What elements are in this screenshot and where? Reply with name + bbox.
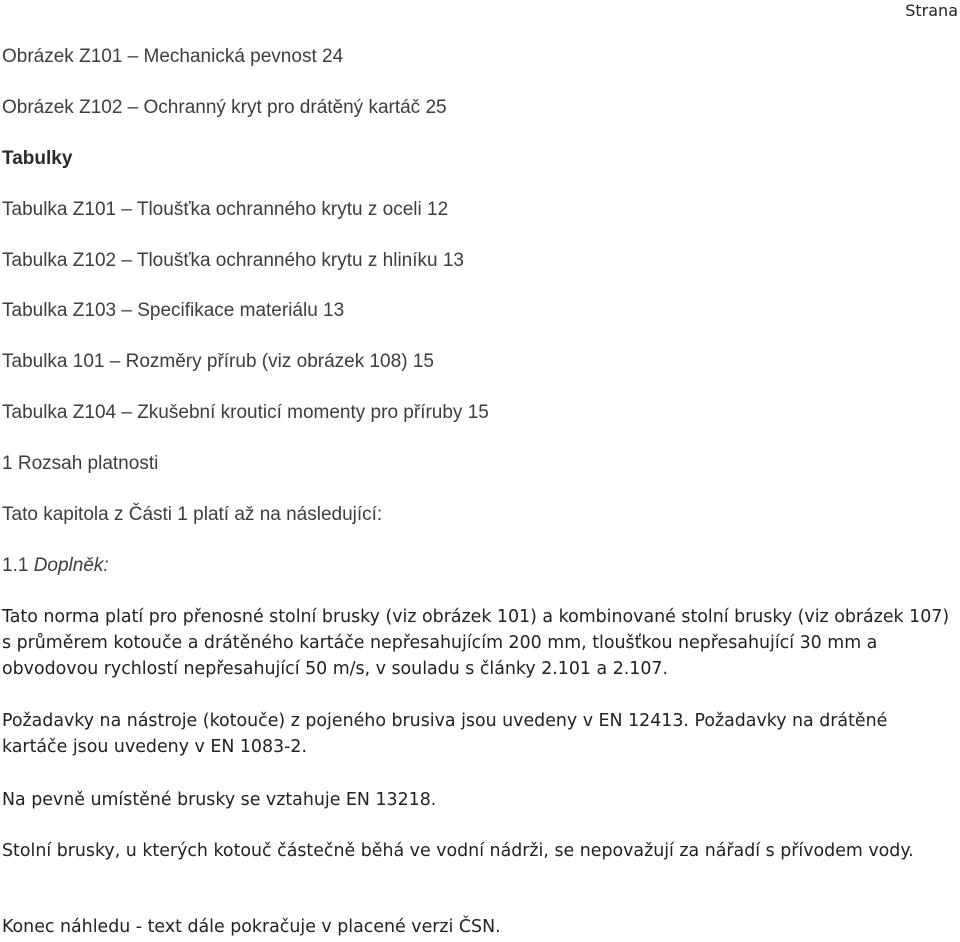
section-intro: Tato kapitola z Části 1 platí až na následující: xyxy=(2,504,383,525)
body-paragraph: Požadavky na nástroje (kotouče) z pojeného brusiva jsou uvedeny v EN 12413. Požadavky na drátěné kartáče jsou uvedeny v EN 1083-2. xyxy=(2,711,888,757)
section-title: 1 Rozsah platnosti xyxy=(2,453,159,474)
note-heading xyxy=(2,554,109,578)
preview-end-notice: Konec náhledu - text dále pokračuje v placené verzi ČSN. xyxy=(2,917,501,937)
body-paragraph: Tato norma platí pro přenosné stolní brusky (viz obrázek 101) a kombinované stolní brusky (viz obrázek 107) s průměrem kotouče a drátěného kartáče nepřesahujícím 200 mm, tloušťkou nepřesahující 30 mm a obvodovou rychlostí nepřesahující 50 m/s, v souladu s články 2.101 a 2.107. xyxy=(2,607,950,679)
toc-figure-item: Obrázek Z102 – Ochranný kryt pro drátěný kartáč 25 xyxy=(2,97,447,118)
note-number: 1.1 xyxy=(2,555,29,576)
toc-table-item: Tabulka 101 – Rozměry přírub (viz obrázek 108) 15 xyxy=(2,351,434,372)
toc-table-item: Tabulka Z104 – Zkušební krouticí momenty pro příruby 15 xyxy=(2,402,489,423)
toc-tables-heading: Tabulky xyxy=(2,148,73,169)
toc-table-item: Tabulka Z102 – Tloušťka ochranného krytu z hliníku 13 xyxy=(2,250,464,271)
body-paragraph: Na pevně umístěné brusky se vztahuje EN 13218. xyxy=(2,790,437,810)
toc-table-item: Tabulka Z101 – Tloušťka ochranného krytu z oceli 12 xyxy=(2,199,449,220)
toc-figure-item: Obrázek Z101 – Mechanická pevnost 24 xyxy=(2,46,344,67)
toc-table-item: Tabulka Z103 – Specifikace materiálu 13 xyxy=(2,300,345,321)
body-paragraph: Stolní brusky, u kterých kotouč částečně běhá ve vodní nádrži, se nepovažují za nářadí s přívodem vody. xyxy=(2,841,914,861)
page-label: Strana xyxy=(905,1,958,20)
note-label: Doplněk: xyxy=(33,555,109,576)
